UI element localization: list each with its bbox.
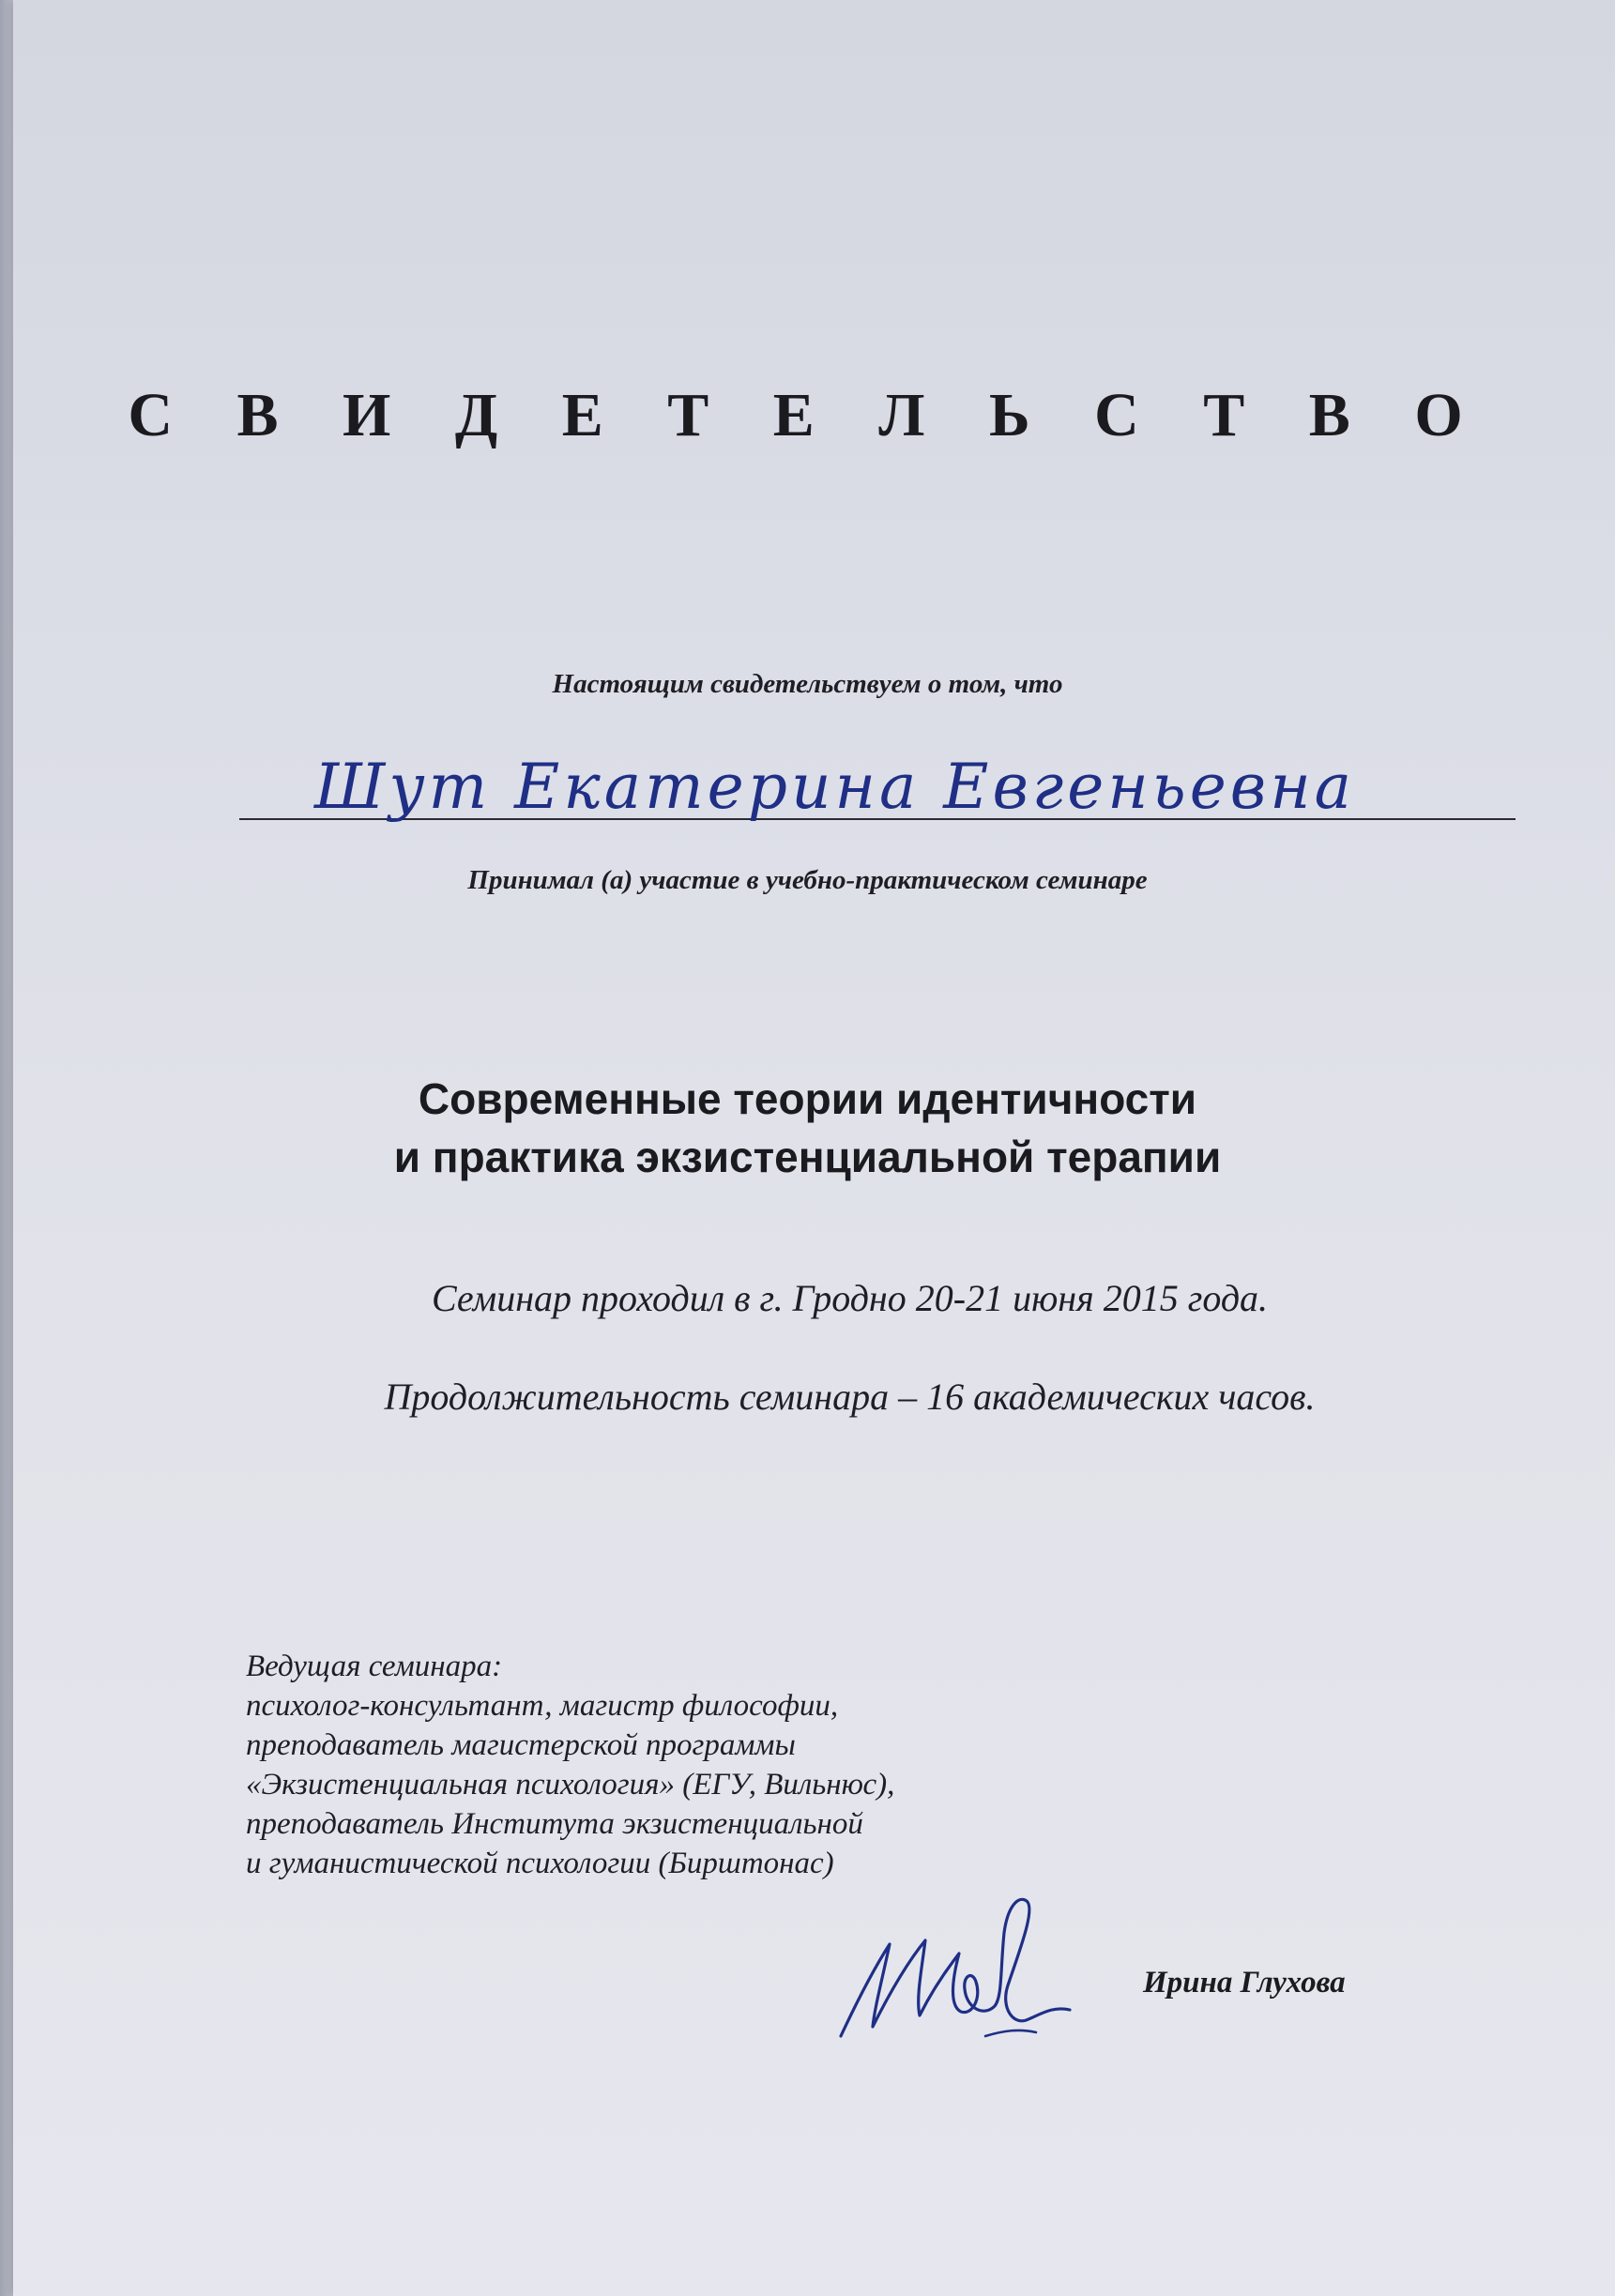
certify-statement: Настоящим свидетельствуем о том, что <box>552 669 1063 699</box>
participation-statement: Принимал (а) участие в учебно-практическом семинаре <box>467 865 1148 895</box>
leader-credential-line: психолог-консультант, магистр философии, <box>246 1689 839 1723</box>
seminar-place-date: Семинар проходил в г. Гродно 20-21 июня 2015 года. <box>431 1277 1269 1319</box>
leader-name: Ирина Глухова <box>1143 1966 1346 1999</box>
seminar-title-line-2: и практика экзистенциальной терапии <box>393 1133 1222 1181</box>
leader-credential-line: преподаватель Института экзистенциальной <box>246 1807 863 1841</box>
certificate-title: С В И Д Е Т Е Л Ь С Т В О <box>128 381 1487 449</box>
leader-credential-line: «Экзистенциальная психология» (ЕГУ, Вильнюс), <box>246 1768 895 1802</box>
seminar-leader-block <box>246 1647 894 1883</box>
participant-name-field <box>239 751 1516 844</box>
seminar-title-line-1: Современные теории идентичности <box>418 1074 1197 1123</box>
leader-credential-line: преподаватель магистерской программы <box>246 1728 796 1762</box>
leader-signature <box>835 1895 1079 2045</box>
seminar-title <box>0 1070 1615 1186</box>
seminar-duration: Продолжительность семинара – 16 академических часов. <box>384 1376 1316 1418</box>
leader-heading: Ведущая семинара: <box>246 1650 503 1683</box>
leader-credential-line: и гуманистической психологии (Бирштонас) <box>246 1847 834 1880</box>
handwritten-participant-name: Шут Екатерина Евгеньевна <box>314 751 1356 823</box>
